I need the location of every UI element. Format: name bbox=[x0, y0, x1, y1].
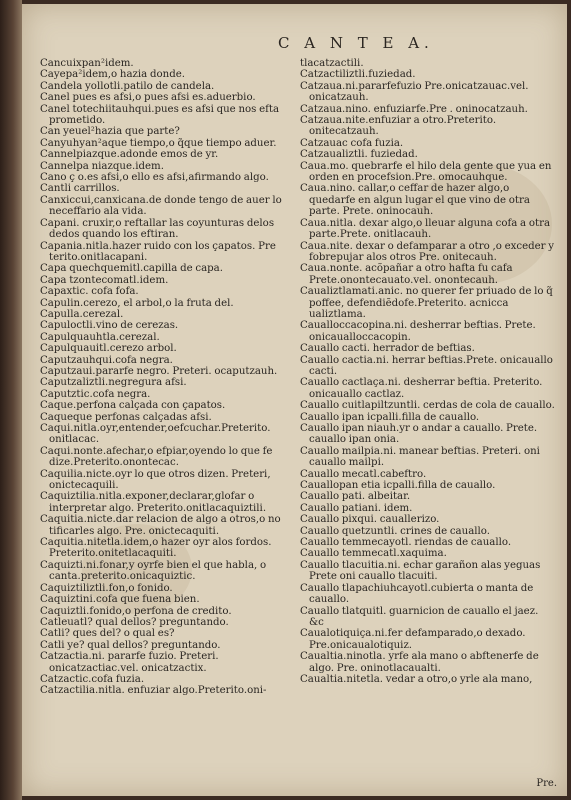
dictionary-entry: Cauallo tlapachiuhcayotl.cubierta o manta de cauallo. bbox=[300, 582, 534, 606]
dictionary-entry: Catleuatl? qual dellos? preguntando. bbox=[40, 616, 229, 628]
dictionary-entry: Canel pues es afsi,o pues afsi es.aduerbio. bbox=[40, 92, 256, 104]
dictionary-entry: Cauallo quetzuntli. crines de cauallo. bbox=[300, 525, 490, 537]
dictionary-entry: Caquiztilia.nitla.exponer,declarar,glofar o interpretar algo. Preterito.onitlacaquiztili. bbox=[40, 491, 267, 514]
dictionary-entry: Caque.perfona calçada con çapatos. bbox=[40, 400, 226, 412]
dictionary-entry: Canxiccui,canxicana.de donde tengo de auer lo neceffario ala vida. bbox=[40, 194, 282, 218]
dictionary-entry: tlacatzactili. bbox=[300, 58, 364, 69]
dictionary-entry: Capa tzontecomatl.idem. bbox=[40, 274, 169, 286]
dictionary-entry: Caua.nino. callar,o ceffar de hazer algo,o quedarfe en algun lugar el que vino de otra parte. Prete. oninocauh. bbox=[300, 183, 530, 218]
dictionary-entry: Cauallo cactia.ni. herrar beftias.Prete. onicauallo cacti. bbox=[300, 354, 553, 377]
dictionary-entry: Capaxtic. cofa fofa. bbox=[40, 286, 139, 298]
dictionary-entry: Caualtia.ninotla. yrfe ala mano o abftenerfe de algo. Pre. oninotlacaualti. bbox=[300, 651, 539, 674]
book-spine bbox=[0, 0, 22, 800]
running-head: C A N T E A. bbox=[278, 34, 434, 52]
dictionary-entry: Capulquauhtla.cerezal. bbox=[40, 331, 160, 343]
dictionary-entry: Capulquauitl.cerezo arbol. bbox=[40, 343, 177, 355]
dictionary-entry: Caquiztini.cofa que fuena bien. bbox=[40, 594, 200, 606]
dictionary-entry: Caua.nite. dexar o defamparar a otro ,o exceder y fobrepujar alos otros Pre. onitecauh. bbox=[300, 240, 555, 263]
dictionary-entry: Capa quechquemitl.capilla de capa. bbox=[40, 263, 223, 275]
dictionary-entry: Catzaua.nite.enfuziar a otro.Preterito. onitecatzauh. bbox=[300, 115, 497, 138]
dictionary-entry: Caquiztli.fonido,o perfona de credito. bbox=[40, 605, 232, 617]
dictionary-entry: Cano ç o.es afsi,o ello es afsi,afirmando algo. bbox=[40, 172, 269, 184]
dictionary-entry: Cannelpiazque.adonde emos de yr. bbox=[40, 149, 219, 161]
dictionary-entry: Cauallo cuitlapiltzuntli. cerdas de cola de cauallo. bbox=[300, 400, 555, 412]
dictionary-entry: Canyuhyan²aque tiempo,o q̃que tiempo aduer. bbox=[40, 137, 277, 149]
dictionary-entry: Caputztic.cofa negra. bbox=[40, 388, 151, 400]
dictionary-entry: Cauallo pati. albeitar. bbox=[300, 491, 411, 503]
dictionary-entry: Cauallo mailpia.ni. manear beftias. Preteri. oni cauallo mailpi. bbox=[300, 445, 540, 469]
dictionary-entry: Caquilia.nicte.oyr lo que otros dizen. Preteri, onictecaquili. bbox=[40, 468, 271, 492]
dictionary-entry: Catzauac cofa fuzia. bbox=[300, 137, 404, 149]
dictionary-entry: Cantli carrillos. bbox=[40, 183, 120, 195]
left-column bbox=[40, 58, 290, 697]
dictionary-entry: Cauallo patiani. idem. bbox=[300, 502, 413, 514]
dictionary-entry: Capulla.cerezal. bbox=[40, 308, 124, 320]
dictionary-entry: Caqui.nitla.oyr,entender,oefcuchar.Preterito. onitlacac. bbox=[40, 423, 271, 446]
dictionary-entry: Caualotiquiça.ni.fer defamparado,o dexado. Pre.onicaualotiquiz. bbox=[300, 628, 526, 651]
dictionary-entry: Cancuixpan²idem. bbox=[40, 58, 134, 69]
dictionary-entry: Capania.nitla.hazer ruido con los çapatos. Pre terito.onitlacapani. bbox=[40, 240, 276, 263]
dictionary-entry: Cauallo tlacuitia.ni. echar garañon alas yeguas Prete oni cauallo tlacuiti. bbox=[300, 559, 541, 583]
dictionary-entry: Cauallo ipan icpalli.filla de cauallo. bbox=[300, 411, 480, 423]
dictionary-entry: Capuloctli.vino de cerezas. bbox=[40, 320, 179, 332]
dictionary-entry: Cauallo temmecayotl. riendas de cauallo. bbox=[300, 537, 512, 549]
dictionary-entry: Caputzauhqui.cofa negra. bbox=[40, 354, 173, 366]
dictionary-entry: Caua.nonte. acõpañar a otro hafta fu cafa Prete.onontecauato.vel. onontecauh. bbox=[300, 263, 513, 286]
dictionary-entry: Cauallo cactlaça.ni. desherrar beftia. Preterito. onicauallo cactlaz. bbox=[300, 377, 543, 400]
dictionary-entry: Cauallo pixqui. cauallerizo. bbox=[300, 514, 440, 526]
dictionary-entry: Cauallo cacti. herrador de beftias. bbox=[300, 343, 475, 355]
dictionary-entry: Cauallopan etia icpalli.filla de cauallo. bbox=[300, 480, 496, 492]
dictionary-entry: Catzaua.ni.pararfefuzio Pre.onicatzauac.vel. onicatzauh. bbox=[300, 80, 529, 104]
dictionary-entry: Caualtia.nitetla. vedar a otro,o yrle ala mano, bbox=[300, 673, 533, 685]
catchword: Pre. bbox=[536, 778, 557, 789]
dictionary-entry: Caquiztiliztli.fon,o fonido. bbox=[40, 582, 173, 594]
dictionary-entry: Caua.mo. quebrarfe el hilo dela gente que yua en orden en procefsion.Pre. omocauhque. bbox=[300, 160, 552, 184]
dictionary-entry: Caquitia.nitetla.idem,o hazer oyr alos fordos. Preterito.onitetlacaquiti. bbox=[40, 537, 272, 560]
dictionary-entry: Caualloccacopina.ni. desherrar beftias. Prete. onicaualloccacopin. bbox=[300, 320, 536, 343]
dictionary-entry: Caputzaui.pararfe negro. Preteri. ocaputzauh. bbox=[40, 365, 278, 377]
right-column bbox=[300, 58, 555, 685]
dictionary-entry: Caua.nitla. dexar algo,o lleuar alguna cofa a otra parte.Prete. onitlacauh. bbox=[300, 217, 551, 241]
dictionary-entry: Catzaualiztli. fuziedad. bbox=[300, 149, 418, 161]
page-header bbox=[0, 34, 571, 58]
dictionary-entry: Catzactia.ni. pararfe fuzio. Preteri. onicatzactiac.vel. onicatzactix. bbox=[40, 651, 219, 674]
dictionary-entry: Caputzaliztli.negregura afsi. bbox=[40, 377, 187, 389]
dictionary-entry: Catzaua.nino. enfuziarfe.Pre . oninocatzauh. bbox=[300, 103, 528, 115]
dictionary-entry: Candela yollotli.patilo de candela. bbox=[40, 80, 215, 92]
dictionary-entry: Caualiztlamati.anic. no querer fer priuado de lo q̃ poffee, defendiẽdofe.Preterito. acnicca ualiztlama. bbox=[300, 286, 553, 320]
dictionary-entry: Cauallo mecatl.cabeftro. bbox=[300, 468, 427, 480]
dictionary-entry: Caqueque perfonas calçadas afsi. bbox=[40, 411, 212, 423]
dictionary-entry: Capulin.cerezo, el arbol,o la fruta del. bbox=[40, 297, 234, 309]
dictionary-entry: Caqui.nonte.afechar,o efpiar,oyendo lo que fe dize.Preterito.onontecac. bbox=[40, 445, 273, 469]
dictionary-entry: Caquitia.nicte.dar relacion de algo a otros,o no tificarles algo. Pre. onictecaquiti. bbox=[40, 514, 281, 537]
dictionary-entry: Catli? ques del? o qual es? bbox=[40, 628, 175, 640]
dictionary-entry: Catzactiliztli.fuziedad. bbox=[300, 69, 416, 81]
dictionary-entry: Cauallo tlatquitl. guarnicion de cauallo el jaez. &c bbox=[300, 605, 539, 628]
dictionary-entry: Canel totechiitauhqui.pues es afsi que nos efta prometido. bbox=[40, 103, 280, 127]
dictionary-entry: Cannelpa niazque.idem. bbox=[40, 160, 164, 172]
dictionary-entry: Cauallo temmecatl.xaquima. bbox=[300, 548, 447, 560]
dictionary-entry: Catzactic.cofa fuzia. bbox=[40, 673, 145, 685]
dictionary-entry: Catzactilia.nitla. enfuziar algo.Preterito.oni- bbox=[40, 685, 267, 697]
dictionary-entry: Can yeuel²hazia que parte? bbox=[40, 126, 180, 138]
dictionary-entry: Catli ye? qual dellos? preguntando. bbox=[40, 639, 221, 651]
dictionary-entry: Cauallo ipan niauh.yr o andar a cauallo. Prete. cauallo ipan onia. bbox=[300, 423, 538, 446]
dictionary-entry: Capani. cruxir,o reftallar las coyunturas delos dedos quando los eftiran. bbox=[40, 217, 275, 241]
dictionary-entry: Cayepa²idem,o hazia donde. bbox=[40, 69, 185, 81]
dictionary-entry: Caquizti.ni.fonar,y oyrfe bien el que habla, o canta.preterito.onicaquiztic. bbox=[40, 559, 267, 583]
